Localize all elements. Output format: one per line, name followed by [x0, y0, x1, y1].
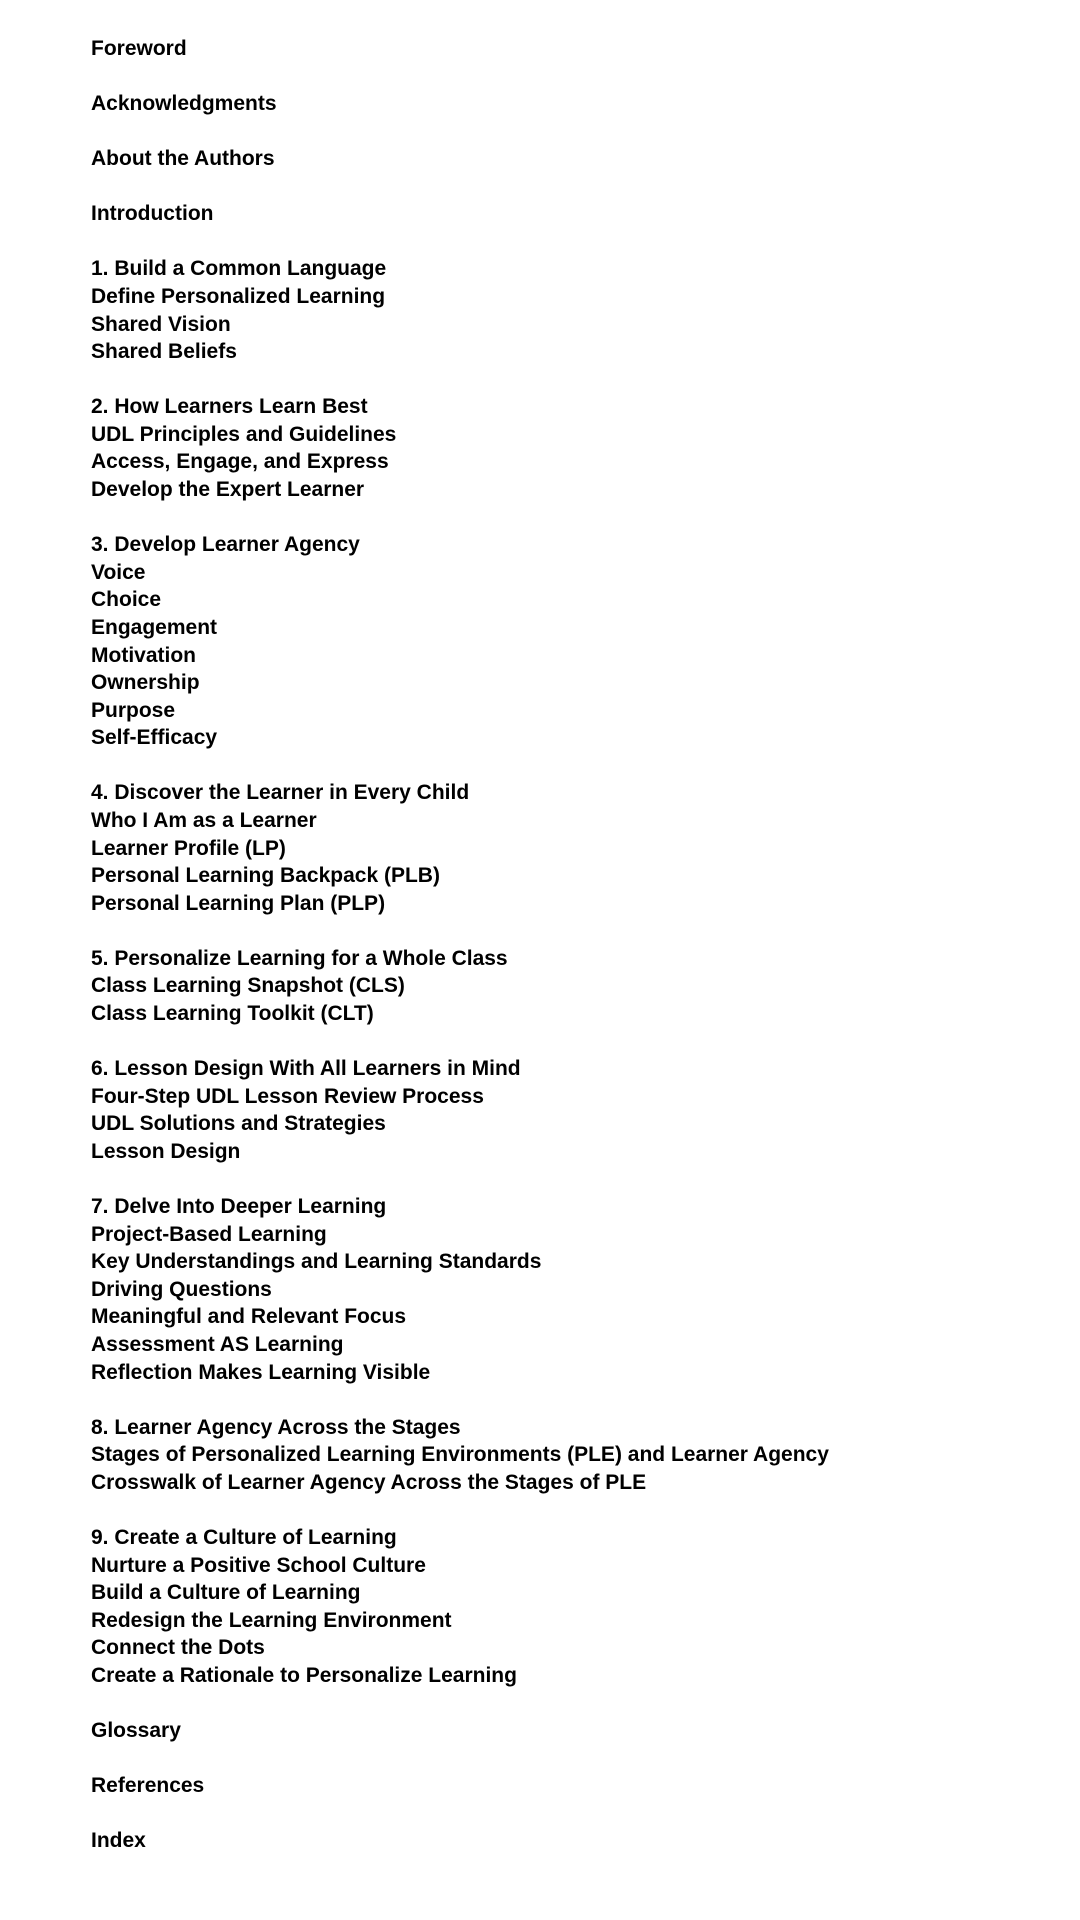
section-entry: Personal Learning Plan (PLP) [91, 891, 386, 915]
section-entry: UDL Principles and Guidelines [91, 422, 397, 446]
section-entry: Ownership [91, 671, 200, 695]
toc-entry-foreword: Foreword [91, 37, 187, 60]
section-entry: Nurture a Positive School Culture [91, 1553, 426, 1577]
front-matter-acknowledgments [91, 90, 1051, 118]
chapter-title: 3. Develop Learner Agency [91, 533, 360, 557]
chapter-title: 4. Discover the Learner in Every Child [91, 781, 470, 805]
toc-entry-glossary: Glossary [91, 1719, 181, 1742]
toc-entry-references: References [91, 1774, 205, 1798]
back-matter-index [91, 1827, 1051, 1855]
section-entry: Motivation [91, 643, 196, 667]
section-entry: Project-Based Learning [91, 1222, 327, 1246]
section-entry: Choice [91, 588, 162, 612]
section-entry: Shared Vision [91, 312, 231, 336]
section-entry: Key Understandings and Learning Standards [91, 1250, 542, 1274]
section-entry: Class Learning Snapshot (CLS) [91, 974, 405, 998]
chapter-title: 1. Build a Common Language [91, 257, 387, 281]
section-entry: Connect the Dots [91, 1636, 265, 1660]
chapter-title: 2. How Learners Learn Best [91, 395, 368, 419]
chapter-5 [91, 945, 1051, 1028]
section-entry: Define Personalized Learning [91, 284, 386, 308]
chapter-6 [91, 1055, 1051, 1165]
section-entry: Who I Am as a Learner [91, 808, 317, 832]
toc-entry-index: Index [91, 1829, 146, 1853]
section-entry: Class Learning Toolkit (CLT) [91, 1002, 374, 1026]
section-entry: Develop the Expert Learner [91, 478, 365, 502]
table-of-contents [91, 35, 1051, 1882]
section-entry: Crosswalk of Learner Agency Across the Stages of PLE [91, 1470, 647, 1494]
section-entry: Four-Step UDL Lesson Review Process [91, 1084, 484, 1108]
front-matter-about-authors [91, 145, 1051, 173]
section-entry: Create a Rationale to Personalize Learning [91, 1663, 517, 1687]
chapter-title: 8. Learner Agency Across the Stages [91, 1415, 461, 1439]
section-entry: Self-Efficacy [91, 726, 218, 750]
chapter-title: 6. Lesson Design With All Learners in Mind [91, 1057, 521, 1081]
chapter-title: 7. Delve Into Deeper Learning [91, 1195, 387, 1218]
chapter-2 [91, 393, 1051, 503]
section-entry: Meaningful and Relevant Focus [91, 1305, 407, 1329]
section-entry: Access, Engage, and Express [91, 450, 389, 474]
section-entry: Personal Learning Backpack (PLB) [91, 864, 440, 888]
toc-entry-acknowledgments: Acknowledgments [91, 92, 277, 116]
section-entry: Voice [91, 560, 146, 584]
section-entry: Engagement [91, 615, 218, 639]
section-entry: UDL Solutions and Strategies [91, 1112, 386, 1136]
front-matter-introduction [91, 200, 1051, 228]
section-entry: Driving Questions [91, 1277, 272, 1301]
chapter-title: 5. Personalize Learning for a Whole Class [91, 946, 508, 970]
section-entry: Shared Beliefs [91, 340, 237, 364]
section-entry: Purpose [91, 698, 176, 722]
chapter-7 [91, 1193, 1051, 1386]
section-entry: Stages of Personalized Learning Environments (PLE) and Learner Agency [91, 1443, 829, 1467]
section-entry: Learner Profile (LP) [91, 836, 286, 860]
toc-entry-about-the-authors: About the Authors [91, 147, 275, 171]
back-matter-glossary [91, 1717, 1051, 1745]
section-entry: Build a Culture of Learning [91, 1581, 361, 1605]
chapter-1 [91, 255, 1051, 365]
section-entry: Reflection Makes Learning Visible [91, 1360, 431, 1384]
front-matter-foreword [91, 35, 1051, 63]
chapter-4 [91, 779, 1051, 917]
back-matter-references [91, 1772, 1051, 1800]
chapter-3 [91, 531, 1051, 752]
chapter-9 [91, 1524, 1051, 1690]
toc-entry-introduction: Introduction [91, 202, 214, 226]
chapter-8 [91, 1414, 1051, 1497]
chapter-title: 9. Create a Culture of Learning [91, 1525, 397, 1549]
section-entry: Lesson Design [91, 1139, 241, 1163]
section-entry: Redesign the Learning Environment [91, 1608, 452, 1632]
section-entry: Assessment AS Learning [91, 1332, 344, 1356]
